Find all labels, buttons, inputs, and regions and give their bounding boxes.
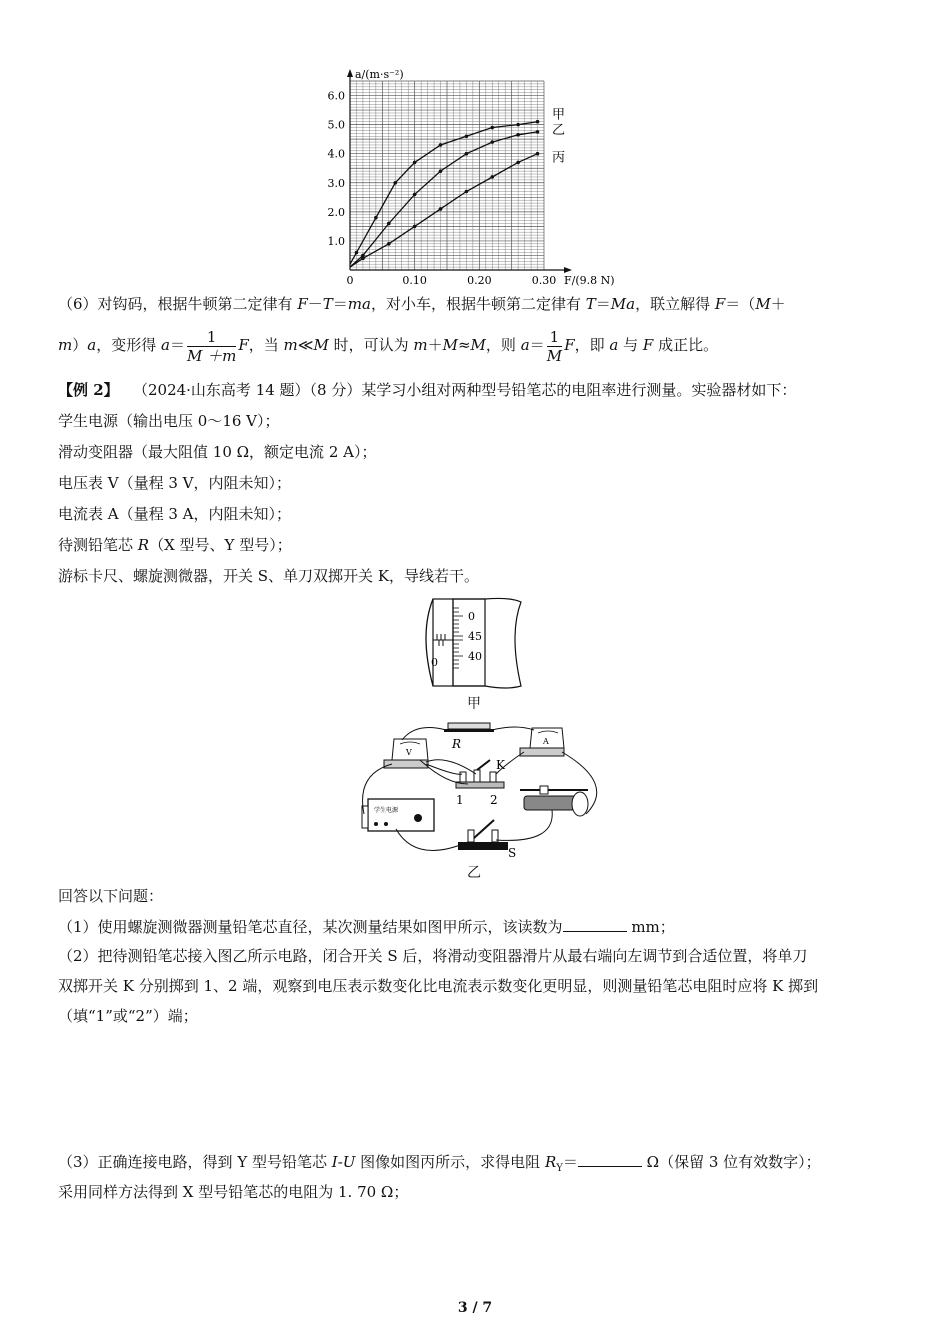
resistor-label: R: [452, 737, 462, 751]
fraction-numerator: 1: [187, 328, 236, 347]
circuit-figure: [356, 714, 606, 864]
var-F: F: [564, 336, 575, 354]
y-tick-label: 3.0: [327, 176, 345, 190]
equipment-item-3: 电压表 V（量程 3 V，内阻未知）；: [58, 474, 292, 492]
text: 图像如图丙所示，求得电阻: [355, 1153, 545, 1171]
micrometer-sleeve-0: 0: [431, 656, 438, 669]
micrometer-label-45: 45: [468, 630, 482, 643]
ammeter-label: A: [543, 737, 549, 746]
var-ma: ma: [347, 295, 371, 313]
y-tick-label: 6.0: [327, 89, 345, 103]
example-2-heading: [58, 380, 796, 400]
example-tag: 【例 2】: [58, 381, 119, 399]
approx-sign: ≈: [457, 336, 471, 354]
x-axis-arrow: [564, 267, 572, 273]
figure-label-jia: 甲: [467, 696, 481, 712]
text: （X 型号、Y 型号）；: [149, 536, 292, 554]
y-tick-label: 4.0: [327, 147, 345, 161]
data-point: [355, 251, 359, 255]
y-tick-label: 2.0: [327, 205, 345, 219]
data-point: [374, 216, 378, 220]
var-I-U: I-U: [331, 1153, 356, 1171]
series-label: 乙: [552, 122, 566, 138]
data-point: [465, 190, 469, 194]
data-point: [465, 152, 469, 156]
text: （3）正确连接电路，得到 Y 型号铅笔芯: [58, 1153, 332, 1171]
question-2-line2: 双掷开关 K 分别掷到 1、2 端，观察到电压表示数变化比电流表示数变化更明显，则测量铅笔芯电阻时应将 K 掷到: [58, 977, 819, 995]
question-2-line3: （填“1”或“2”）端；: [58, 1007, 198, 1025]
p6-text: （6）对钩码，根据牛顿第二定律有: [58, 295, 298, 313]
question-3-line2: 采用同样方法得到 X 型号铅笔芯的电阻为 1. 70 Ω；: [58, 1183, 409, 1201]
series-label: 甲: [552, 107, 566, 123]
data-point: [536, 130, 540, 134]
y-axis-label: a/(m·s⁻²): [355, 68, 404, 81]
text: 时，可认为: [328, 336, 414, 354]
equipment-item-1: 学生电源（输出电压 0～16 V）；: [58, 412, 280, 430]
example-intro: （2024·山东高考 14 题）（8 分）某学习小组对两种型号铅笔芯的电阻率进行测量。实验器材如下：: [132, 381, 797, 399]
switch-terminal-1: 1: [456, 793, 464, 807]
fraction-1-over-M: [547, 328, 563, 365]
text: ，变形得: [96, 336, 161, 354]
var-F: F: [714, 295, 726, 313]
question-3-answer-blank[interactable]: [578, 1152, 642, 1167]
subscript-Y: Y: [556, 1163, 563, 1174]
data-point: [516, 161, 520, 165]
data-point: [393, 181, 397, 185]
data-point: [516, 123, 520, 127]
equipment-item-5: [58, 535, 292, 555]
p6-text-3: ，联立解得: [635, 295, 715, 313]
var-Ma: Ma: [610, 295, 636, 313]
fraction-1-over-M-plus-m: [187, 328, 236, 365]
series-line-1: [350, 122, 538, 265]
var-M: M: [313, 336, 329, 354]
minus-sign: －: [307, 295, 323, 313]
equals-sign: ＝: [562, 1153, 578, 1171]
equipment-item-2: 滑动变阻器（最大阻值 10 Ω，额定电流 2 A）；: [58, 443, 377, 461]
var-R: R: [544, 1153, 557, 1171]
plus-sign: ＋: [770, 295, 786, 313]
micrometer-label-0: 0: [468, 610, 475, 623]
var-F: F: [238, 336, 249, 354]
equals-sign: ＝: [332, 295, 348, 313]
var-R: R: [137, 536, 150, 554]
y-axis-arrow: [347, 69, 353, 77]
equals-sign: ＝: [595, 295, 611, 313]
paren: ）: [72, 336, 88, 354]
x-tick-label: 0.20: [467, 274, 492, 287]
x-tick-label: 0.10: [402, 274, 427, 287]
var-a: a: [160, 336, 170, 354]
text: 成正比。: [653, 336, 719, 354]
switch-S-label: S: [508, 846, 517, 860]
data-point: [361, 257, 365, 261]
question-1: [58, 917, 675, 937]
data-point: [516, 133, 520, 137]
equals-paren: ＝（: [725, 295, 756, 313]
data-point: [439, 207, 443, 211]
much-less-sign: ≪: [297, 336, 314, 354]
data-point: [387, 222, 391, 226]
data-point: [439, 169, 443, 173]
equals-sign: ＝: [529, 336, 545, 354]
p6-text-2: ，对小车，根据牛顿第二定律有: [370, 295, 586, 313]
x-tick-label: 0: [346, 274, 354, 287]
y-tick-label: 5.0: [327, 118, 345, 132]
data-point: [439, 143, 443, 147]
var-a: a: [87, 336, 97, 354]
data-point: [387, 242, 391, 246]
equals-sign: ＝: [169, 336, 185, 354]
data-point: [413, 161, 417, 165]
x-tick-label: 0.30: [531, 274, 557, 287]
question-1-answer-blank[interactable]: [563, 917, 627, 932]
question-3-line1: [58, 1152, 821, 1179]
figure-label-yi: 乙: [467, 865, 481, 881]
var-m: m: [413, 336, 428, 354]
voltmeter-label: V: [406, 748, 412, 757]
data-point: [490, 140, 494, 144]
text: Ω（保留 3 位有效数字）；: [641, 1153, 821, 1171]
x-axis-label: F/(9.8 N): [564, 274, 615, 287]
data-point: [490, 175, 494, 179]
text: ，则: [485, 336, 521, 354]
data-point: [413, 193, 417, 197]
y-tick-label: 1.0: [327, 234, 345, 248]
plus-sign: ＋: [427, 336, 443, 354]
data-point: [536, 152, 540, 156]
questions-intro: 回答以下问题：: [58, 887, 164, 905]
equipment-item-6: 游标卡尺、螺旋测微器，开关 S、单刀双掷开关 K，导线若干。: [58, 567, 480, 585]
var-M: M: [755, 295, 771, 313]
var-F: F: [297, 295, 308, 313]
text: ，当: [248, 336, 284, 354]
var-a: a: [520, 336, 530, 354]
var-m: m: [58, 336, 73, 354]
var-T: T: [585, 295, 596, 313]
data-point: [536, 120, 540, 124]
switch-K-label: K: [496, 758, 505, 772]
chart-grid: [350, 81, 544, 270]
var-M: M: [442, 336, 458, 354]
question-2-line1: （2）把待测铅笔芯接入图乙所示电路，闭合开关 S 后，将滑动变阻器滑片从最右端向左调节到合适位置，将单刀: [58, 947, 808, 965]
fraction-denominator: M: [546, 346, 563, 365]
acceleration-force-chart: [300, 60, 620, 292]
switch-terminal-2: 2: [490, 793, 498, 807]
series-line-3: [350, 154, 538, 267]
micrometer-label-40: 40: [468, 650, 482, 663]
question-1-unit: mm；: [626, 918, 675, 936]
paragraph-6-line1: [58, 294, 786, 314]
data-point: [413, 225, 417, 229]
series-label: 丙: [552, 150, 566, 166]
power-supply-label: 学生电源: [374, 807, 399, 814]
paragraph-6-line2: [58, 326, 718, 365]
data-point: [490, 126, 494, 130]
data-point: [465, 134, 469, 138]
equipment-item-4: 电流表 A（量程 3 A，内阻未知）；: [58, 505, 292, 523]
question-1-text: （1）使用螺旋测微器测量铅笔芯直径，某次测量结果如图甲所示，该读数为: [58, 918, 563, 936]
fraction-numerator: 1: [547, 328, 563, 347]
var-a: a: [609, 336, 619, 354]
var-m: m: [283, 336, 298, 354]
fraction-denominator: M ＋m: [186, 346, 237, 365]
var-F: F: [642, 336, 654, 354]
var-M: M: [470, 336, 486, 354]
text: 待测铅笔芯: [58, 536, 138, 554]
text: 与: [618, 336, 643, 354]
var-T: T: [322, 295, 333, 313]
page-number: 3 / 7: [457, 1300, 493, 1316]
text: ，即: [574, 336, 610, 354]
